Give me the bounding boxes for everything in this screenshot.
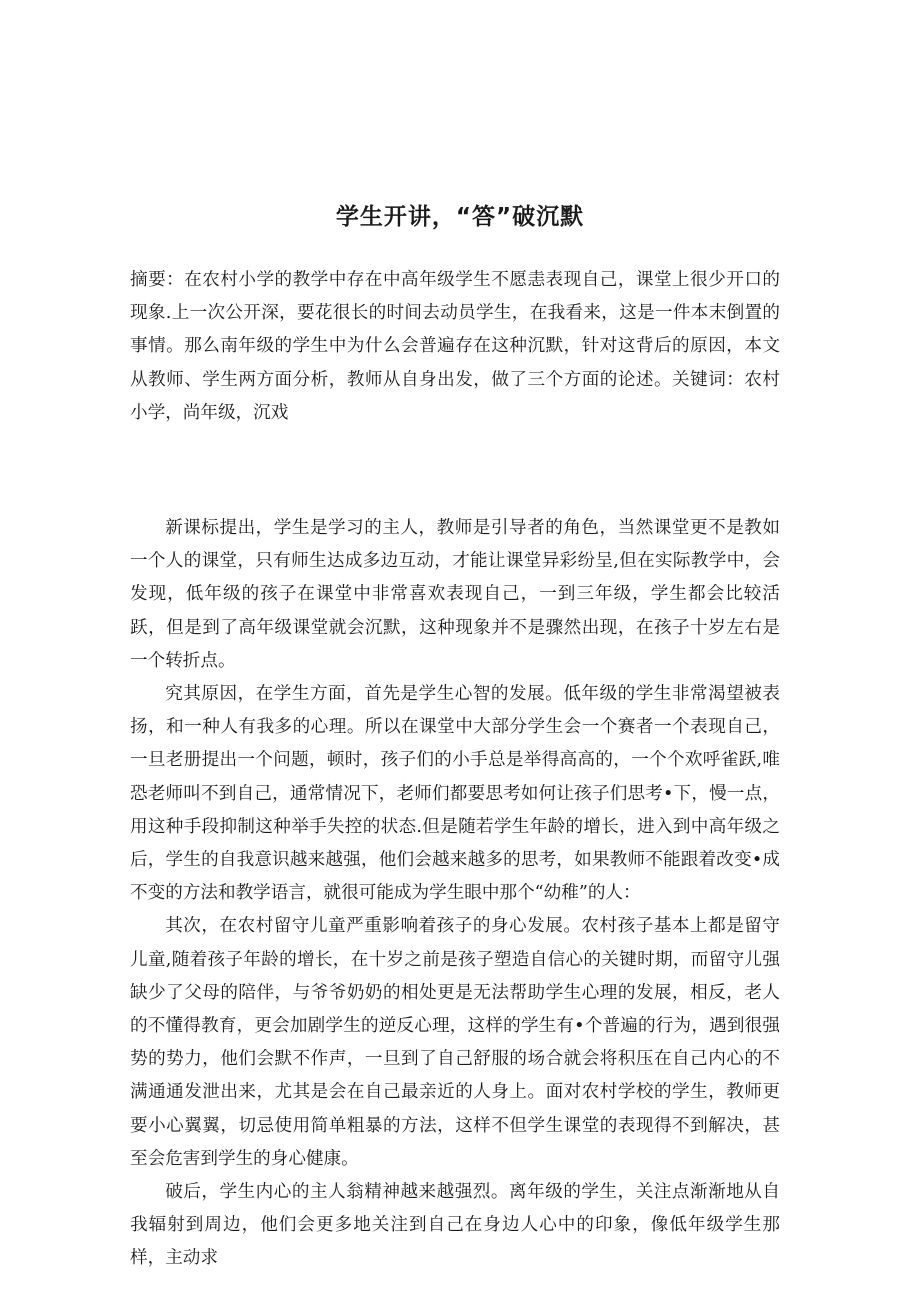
body-paragraph-4: 破后，学生内心的主人翁精神越来越强烈。离年级的学生，关注点渐渐地从自我辐射到周边，他们会更多地关注到自己在身边人心中的印象，像低年级学生那样，主动求 — [130, 1182, 780, 1269]
document-title: 学生开讲，“答”破沉默 — [335, 204, 585, 230]
body-paragraph-1: 新课标提出，学生是学习的主人，教师是引导者的角色，当然课堂更不是教如一个人的课堂，只有师生达成多边互动，才能让课堂异彩纷呈,但在实际教学中，会发现，低年级的孩子在课堂中非常喜欢表现自己，一到三年级，学生都会比较活跃，但是到了高年级课堂就会沉默，这种现象并不是骤然出现，在孩子十岁左右是一个转折点。 — [130, 518, 780, 671]
abstract-paragraph: 摘要：在农村小学的教学中存在中高年级学生不愿恚表现自己，课堂上很少开口的现象.上一次公开深，要花很长的时间去动员学生，在我看来，这是一件本末倒置的事情。那么南年级的学生中为什么会普遍存在这种沉默，针对这背后的原因，本文从教师、学生两方面分析，教师从自身出发，做了三个方面的论述。关键词：农村小学，尚年级，沉戏 — [130, 270, 780, 423]
body-paragraph-3: 其次，在农村留守儿童严重影响着孩子的身心发展。农村孩子基本上都是留守儿童,随着孩子年龄的增长，在十岁之前是孩子塑造自信心的关键时期，而留守儿强缺少了父母的陪伴，与爷爷奶奶的相处更是无法帮助学生心理的发展，相反，老人的不懂得教育，更会加剧学生的逆反心理，这样的学生有•个普遍的行为，遇到很强势的势力，他们会默不作声，一旦到了自己舒服的场合就会将积压在自己内心的不满通通发泄出来，尤其是会在自己最亲近的人身上。面对农村学校的学生，教师更要小心翼翼，切忌使用简单粗暴的方法，这样不但学生课堂的表现得不到解决，甚至会危害到学生的身心健康。 — [130, 916, 780, 1169]
body-paragraph-2: 究其原因，在学生方面，首先是学生心智的发展。低年级的学生非常渴望被表扬，和一种人有我多的心理。所以在课堂中大部分学生会一个赛者一个表现自己，一旦老册提出一个问题，顿时，孩子们的小手总是举得高高的，一个个欢呼雀跃,唯恐老师叫不到自己，通常情况下，老师们都要思考如何让孩子们思考•下，慢一点，用这种手段抑制这种举手失控的状态.但是随若学生年龄的增长，进入到中高年级之后，学生的自我意识越来越强，他们会越来越多的思考，如果教师不能跟着改变•成不变的方法和教学语言，就很可能成为学生眼中那个“幼稚”的人： — [130, 684, 780, 904]
body-paragraphs — [130, 512, 780, 1276]
